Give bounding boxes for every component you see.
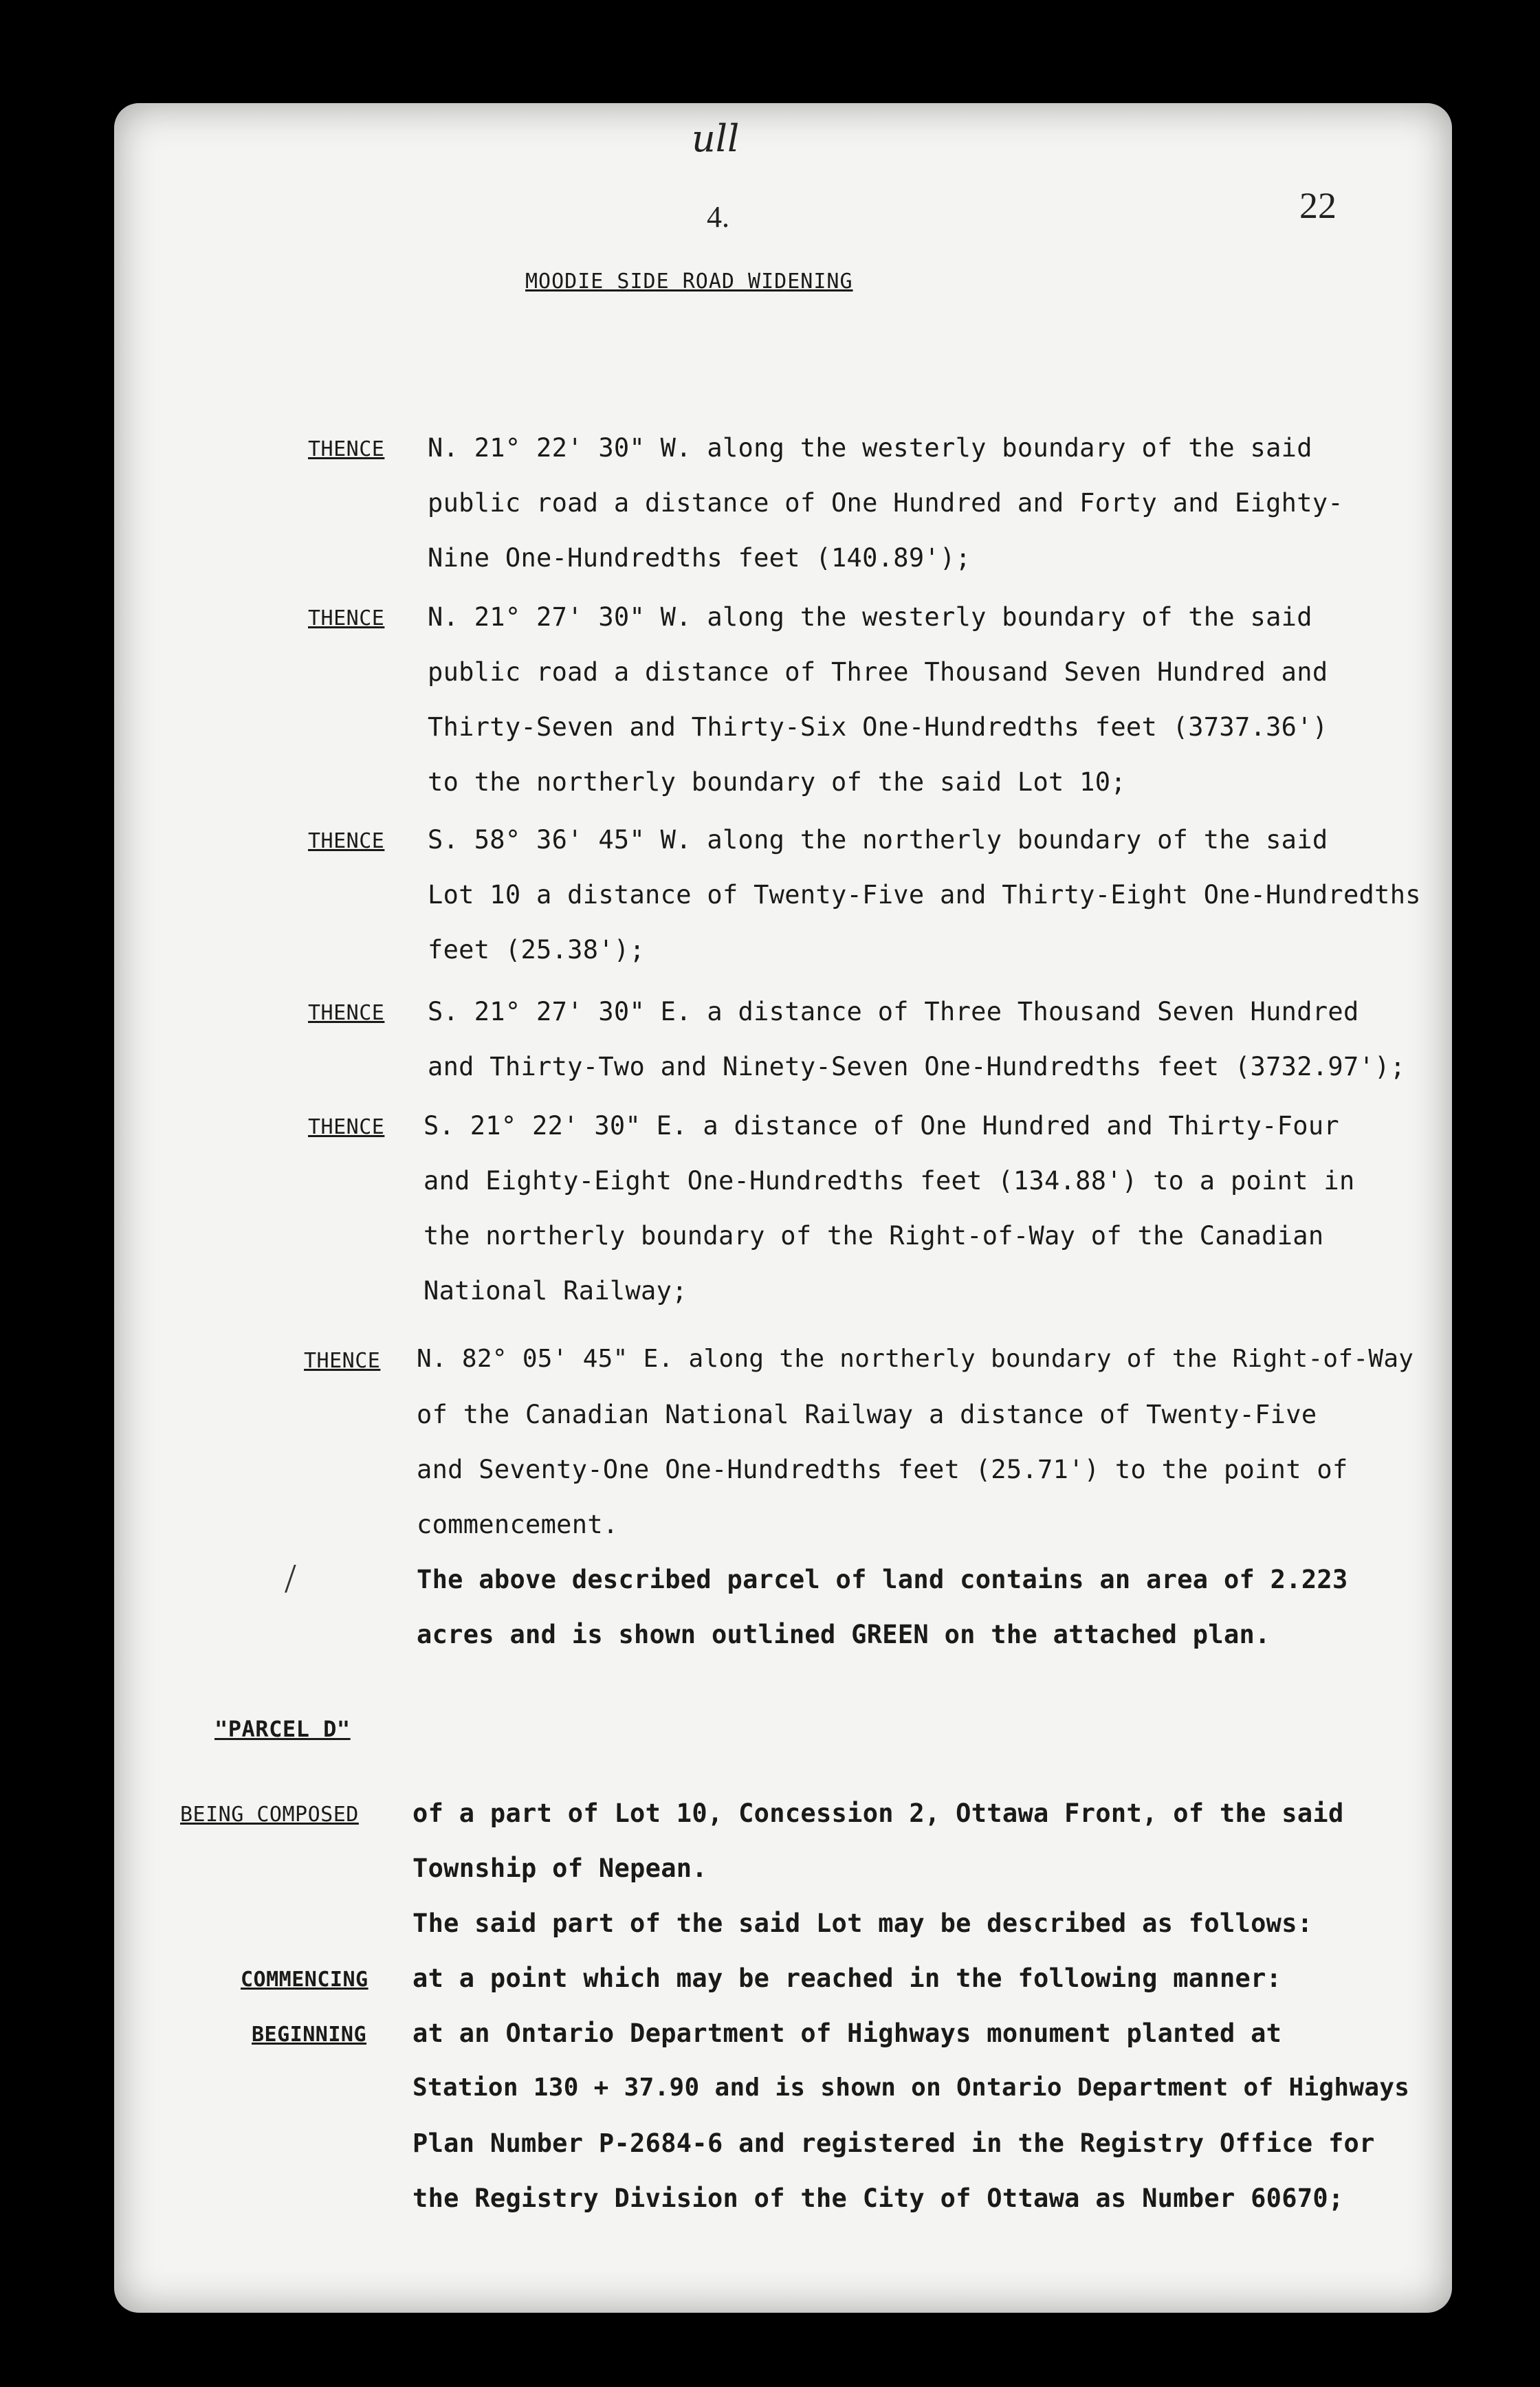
text-line: Township of Nepean. (412, 1854, 707, 1883)
text-line: Lot 10 a distance of Twenty-Five and Thirty-Eight One-Hundredths (428, 880, 1421, 910)
text-line: of the Canadian National Railway a distance of Twenty-Five (417, 1400, 1317, 1429)
text-line: the Registry Division of the City of Ottawa as Number 60670; (412, 2184, 1344, 2213)
commencing-label: COMMENCING (241, 1968, 368, 1992)
thence-label: THENCE (304, 1349, 381, 1373)
parcel-heading: "PARCEL D" (214, 1716, 351, 1742)
text-line: acres and is shown outlined GREEN on the attached plan. (417, 1620, 1270, 1649)
text-line: Plan Number P-2684-6 and registered in the Registry Office for (412, 2128, 1375, 2158)
text-line: public road a distance of Three Thousand Seven Hundred and (428, 657, 1328, 687)
beginning-label: BEGINNING (252, 2023, 367, 2047)
text-line: commencement. (417, 1510, 619, 1539)
document-title: MOODIE SIDE ROAD WIDENING (525, 270, 853, 294)
text-line: S. 21° 22' 30" E. a distance of One Hundred and Thirty-Four (424, 1111, 1339, 1141)
text-line: and Thirty-Two and Ninety-Seven One-Hundredths feet (3732.97'); (428, 1052, 1406, 1081)
text-line: Station 130 + 37.90 and is shown on Ontario Department of Highways (412, 2074, 1410, 2102)
thence-label: THENCE (308, 437, 385, 461)
text-line: Nine One-Hundredths feet (140.89'); (428, 543, 971, 573)
text-line: The above described parcel of land contains an area of 2.223 (417, 1565, 1348, 1594)
text-line: Thirty-Seven and Thirty-Six One-Hundredths feet (3737.36') (428, 712, 1328, 742)
text-line: to the northerly boundary of the said Lot 10; (428, 767, 1126, 797)
thence-label: THENCE (308, 606, 385, 630)
text-line: National Railway; (424, 1276, 688, 1306)
text-line: S. 21° 27' 30" E. a distance of Three Thousand Seven Hundred (428, 997, 1359, 1026)
text-line: and Seventy-One One-Hundredths feet (25.71') to the point of (417, 1455, 1348, 1484)
text-line: S. 58° 36' 45" W. along the northerly boundary of the said (428, 825, 1328, 855)
text-line: public road a distance of One Hundred and Forty and Eighty- (428, 488, 1343, 518)
text-line: the northerly boundary of the Right-of-Way of the Canadian (424, 1221, 1324, 1251)
text-line: N. 21° 27' 30" W. along the westerly boundary of the said (428, 602, 1312, 632)
being-composed-label: BEING COMPOSED (180, 1803, 359, 1827)
text-line: at an Ontario Department of Highways monument planted at (412, 2018, 1282, 2048)
text-line: The said part of the said Lot may be described as follows: (412, 1908, 1313, 1938)
stamp-number: 22 (1299, 185, 1336, 226)
text-line: N. 82° 05' 45" E. along the northerly boundary of the Right-of-Way (417, 1345, 1414, 1373)
text-line: and Eighty-Eight One-Hundredths feet (134.88') to a point in (424, 1166, 1355, 1196)
text-line: feet (25.38'); (428, 935, 646, 965)
text-line: N. 21° 22' 30" W. along the westerly boundary of the said (428, 433, 1312, 463)
text-line: at a point which may be reached in the following manner: (412, 1964, 1282, 1993)
thence-label: THENCE (308, 1115, 385, 1139)
document-page (114, 103, 1452, 2313)
page-number: 4. (707, 200, 729, 234)
thence-label: THENCE (308, 829, 385, 853)
margin-tick-mark: / (285, 1556, 296, 1601)
text-line: of a part of Lot 10, Concession 2, Ottawa Front, of the said (412, 1798, 1344, 1828)
thence-label: THENCE (308, 1001, 385, 1025)
handwritten-note: ull (692, 117, 740, 160)
